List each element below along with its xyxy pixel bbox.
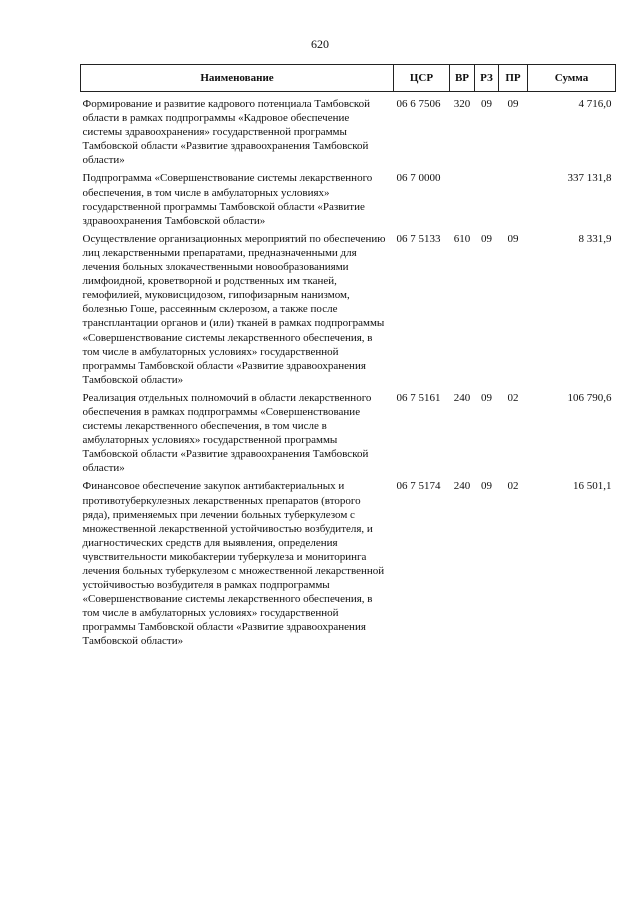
row-name: Подпрограмма «Совершенствование системы лекарственного обеспечения, в том числе в амбулаторных условиях» государственной программы Тамбовской области «Развитие здравоохранения Тамбовской области» <box>82 172 373 227</box>
row-rz <box>475 171 499 231</box>
table-row <box>81 479 616 652</box>
row-pr: 09 <box>507 232 519 245</box>
table-row <box>81 92 616 172</box>
row-name: Формирование и развитие кадрового потенциала Тамбовской области в рамках подпрограммы «Кадровое обеспечение системы здравоохранения» государственной программы Тамбовской области «Развитие здравоохранения Тамбовской области» <box>82 98 371 167</box>
row-sum: 8 331,9 <box>578 232 612 245</box>
row-vr: 240 <box>453 391 471 404</box>
row-name: Реализация отдельных полномочий в области лекарственного обеспечения в рамках подпрограммы «Совершенствование системы лекарственного обеспечения, в том числе в амбулаторных условиях» государственной программы Тамбовской области «Развитие здравоохранения Тамбовской области» <box>82 391 372 475</box>
row-csr: 06 6 7506 <box>396 98 441 110</box>
row-pr: 09 <box>507 98 519 110</box>
row-vr: 610 <box>453 232 471 245</box>
row-vr <box>450 171 475 231</box>
table-row <box>81 232 616 391</box>
row-name: Финансовое обеспечение закупок антибактериальных и противотуберкулезных лекарственных препаратов (второго ряда), применяемых при лечении больных туберкулезом с множественной лекарственной устойчивостью возбудителя, и диагностических средств для выявления, определения чувствительности микобактерии туберкулеза и мониторинга лечения больных туберкулезом с множественной лекарственной устойчивостью возбудителя в рамках подпрограммы «Совершенствование системы лекарственного обеспечения, в том числе в амбулаторных условиях» государственной программы Тамбовской области «Развитие здравоохранения Тамбовской области» <box>82 480 385 648</box>
header-pr: ПР <box>499 65 528 92</box>
row-sum: 4 716,0 <box>578 98 612 110</box>
row-sum: 106 790,6 <box>567 391 612 404</box>
row-name: Осуществление организационных мероприятий по обеспечению лиц лекарственными препаратами, предназначенными для лечения больных злокачественными новообразованиями лимфоидной, кроветворной и родственных им тканей, гемофилией, муковисцидозом, гипофизарным нанизмом, болезнью Гоше, рассеянным склерозом, а также после трансплантации органов и (или) тканей в рамках подпрограммы «Совершенствование системы лекарственного обеспечения, в том числе в амбулаторных условиях» государственной программы Тамбовской области «Развитие здравоохранения Тамбовской области» <box>82 232 386 386</box>
row-pr: 02 <box>507 480 519 493</box>
row-pr: 02 <box>507 391 519 404</box>
header-name: Наименование <box>81 65 394 92</box>
header-row <box>81 65 616 92</box>
row-sum: 16 501,1 <box>573 480 612 493</box>
row-rz: 09 <box>481 232 492 245</box>
row-vr: 240 <box>453 480 471 493</box>
row-csr: 06 7 0000 <box>396 172 441 185</box>
row-rz: 09 <box>481 391 492 404</box>
table-row <box>81 391 616 480</box>
row-vr: 320 <box>453 98 471 110</box>
table-header <box>81 65 616 92</box>
table-row <box>81 171 616 231</box>
table-body <box>81 92 616 653</box>
header-csr: ЦСР <box>394 65 450 92</box>
row-sum: 337 131,8 <box>567 172 612 185</box>
header-vr: ВР <box>450 65 475 92</box>
row-csr: 06 7 5161 <box>396 391 441 404</box>
header-rz: РЗ <box>475 65 499 92</box>
row-csr: 06 7 5133 <box>396 232 441 245</box>
header-sum: Сумма <box>528 65 616 92</box>
row-rz: 09 <box>481 98 492 110</box>
page-number: 620 <box>311 37 329 51</box>
row-rz: 09 <box>481 480 492 493</box>
row-pr <box>499 171 528 231</box>
budget-table <box>80 64 616 653</box>
row-csr: 06 7 5174 <box>396 480 441 493</box>
